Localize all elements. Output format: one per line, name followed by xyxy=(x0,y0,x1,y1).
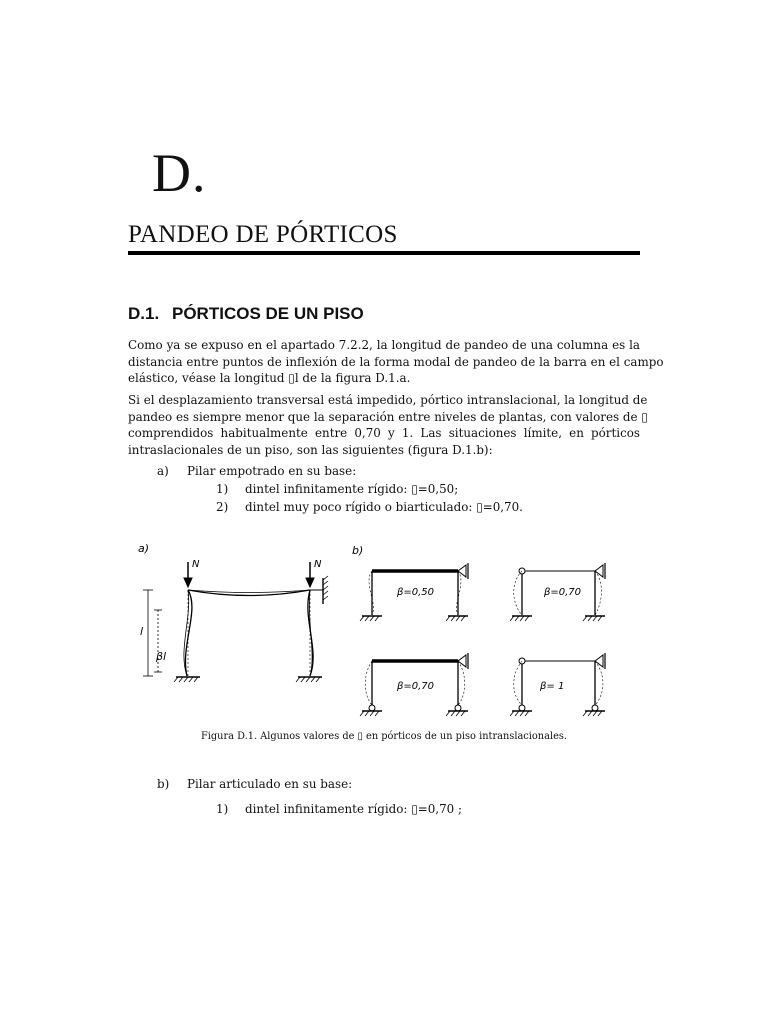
paragraph-line: comprendidos habitualmente entre 0,70 y 1. Las situaciones límite, en pórticos xyxy=(128,426,640,440)
sub-item-text: dintel infinitamente rígido: ▯=0,50; xyxy=(245,482,459,496)
buckling-length-label: βl xyxy=(156,650,167,663)
list-label: a) xyxy=(157,464,169,478)
beta-label: β=0,50 xyxy=(397,587,435,598)
paragraph-2 xyxy=(128,392,648,458)
figure-label-b: b) xyxy=(352,544,364,557)
height-label: l xyxy=(140,625,144,638)
paragraph-line: distancia entre puntos de inflexión de la forma modal de pandeo de la barra en el campo xyxy=(128,354,664,369)
load-label-right: N xyxy=(314,559,322,570)
list-label: b) xyxy=(157,777,170,791)
sub-item-number: 2) xyxy=(216,500,229,514)
paragraph-line: Como ya se expuso en el apartado 7.2.2, la longitud de pandeo de una columna es la xyxy=(128,338,640,352)
chapter-rule xyxy=(128,251,640,255)
load-label-left: N xyxy=(192,559,200,570)
list-text: Pilar articulado en su base: xyxy=(187,777,353,791)
paragraph-line: Si el desplazamiento transversal está impedido, pórtico intranslacional, la longitud de xyxy=(128,393,648,407)
beta-label: β=0,70 xyxy=(397,681,435,692)
section-heading xyxy=(128,305,364,322)
section-number: D.1. xyxy=(128,304,160,323)
paragraph-1 xyxy=(128,337,664,387)
paragraph-line: pandeo es siempre menor que la separación entre niveles de plantas, con valores de ▯ xyxy=(128,409,648,424)
figure-caption: Figura D.1. Algunos valores de ▯ en pórticos de un piso intranslacionales. xyxy=(200,731,568,742)
load-arrow-right xyxy=(306,562,314,587)
chapter-letter: D. xyxy=(152,143,207,203)
sub-item-text: dintel muy poco rígido o biarticulado: ▯=0,70. xyxy=(245,500,523,514)
paragraph-line: intraslacionales de un piso, son las siguientes (figura D.1.b): xyxy=(128,442,493,457)
chapter-title: PANDEO DE PÓRTICOS xyxy=(128,221,398,248)
beta-label: β= 1 xyxy=(540,681,565,692)
sub-item-text: dintel infinitamente rígido: ▯=0,70 ; xyxy=(245,802,462,816)
dimension-line xyxy=(143,590,162,676)
sub-item-number: 1) xyxy=(216,802,229,816)
sub-item-number: 1) xyxy=(216,482,229,496)
beta-label: β=0,70 xyxy=(544,587,582,598)
frame-a xyxy=(174,576,328,682)
figure-label-a: a) xyxy=(138,542,150,555)
paragraph-line: elástico, véase la longitud ▯l de la figura D.1.a. xyxy=(128,371,411,385)
figure-d1 xyxy=(130,538,640,723)
section-title: PÓRTICOS DE UN PISO xyxy=(172,304,364,323)
load-arrow-left xyxy=(184,562,192,587)
list-text: Pilar empotrado en su base: xyxy=(187,464,357,478)
